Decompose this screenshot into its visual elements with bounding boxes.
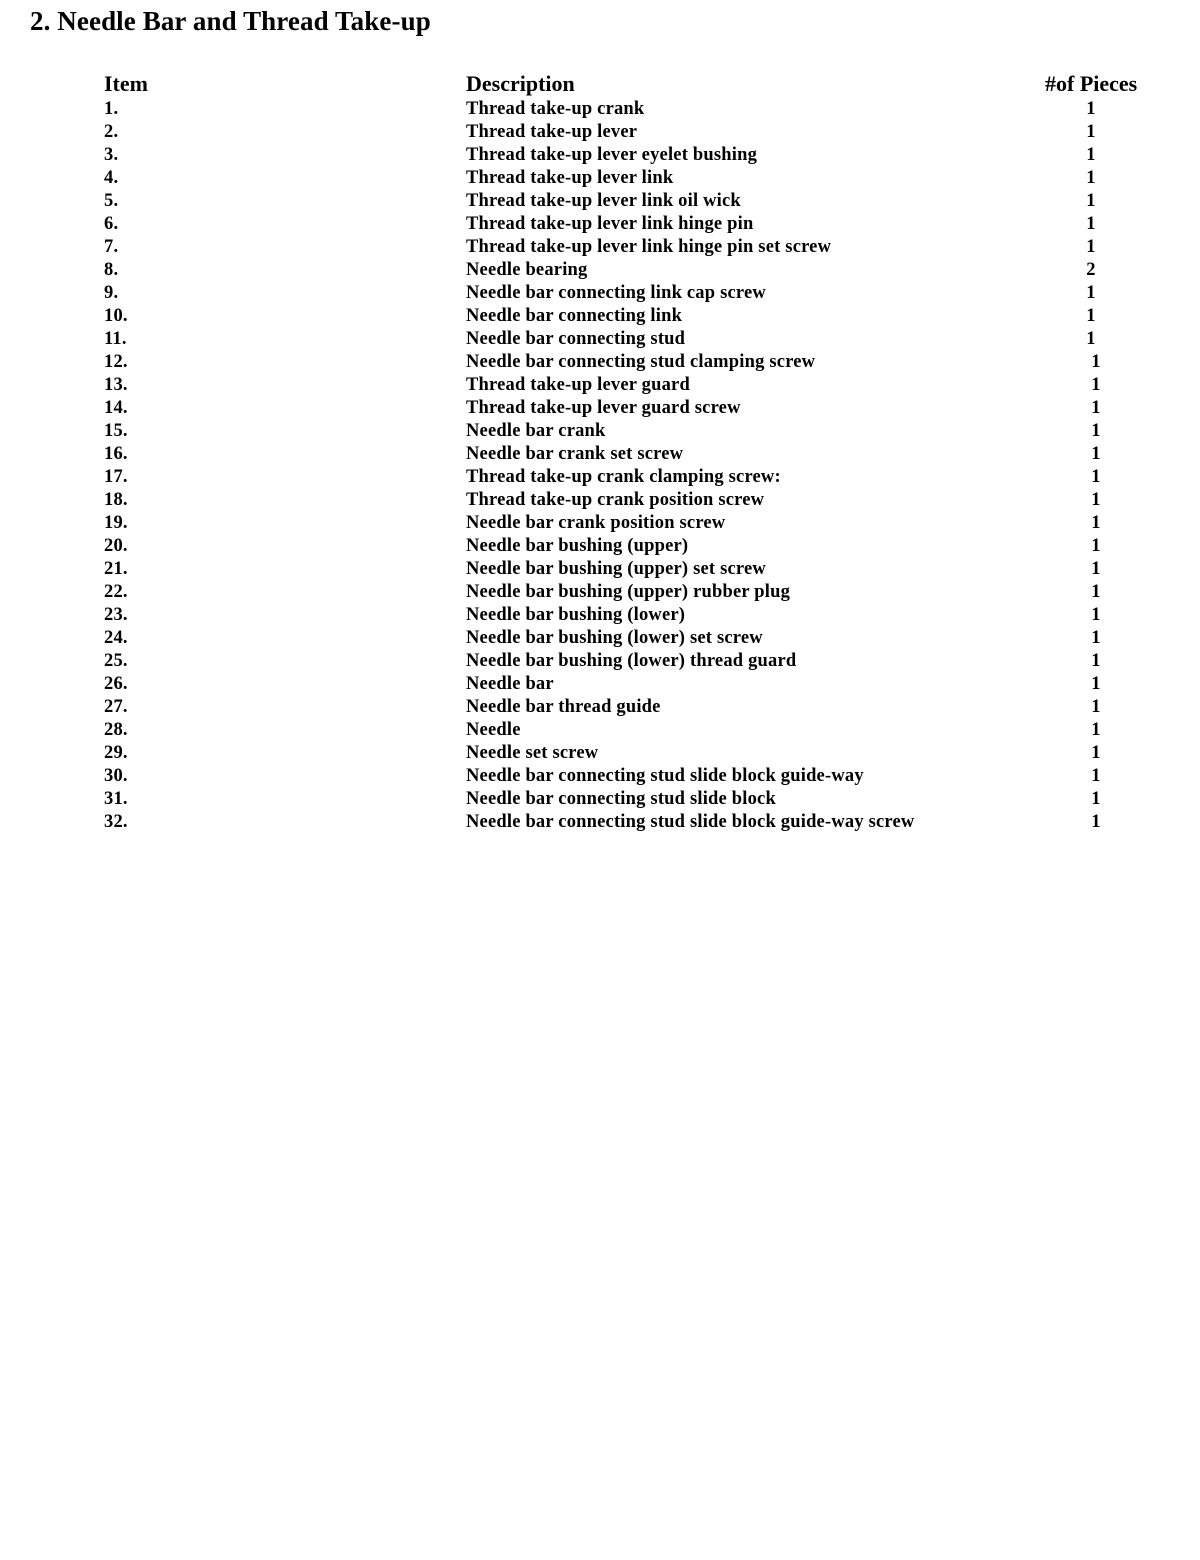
row-description: Thread take-up crank clamping screw: (466, 467, 781, 487)
row-item-number: 3. (104, 145, 119, 165)
row-description: Needle bar bushing (lower) thread guard (466, 651, 797, 671)
row-piece-count: 1 (1086, 122, 1096, 142)
row-item-number: 26. (104, 674, 128, 694)
table-row (0, 351, 1200, 374)
table-row (0, 305, 1200, 328)
row-item-number: 12. (104, 352, 128, 372)
row-piece-count: 1 (1086, 168, 1096, 188)
row-description: Thread take-up lever guard (466, 375, 690, 395)
row-piece-count: 1 (1091, 559, 1101, 579)
parts-table (0, 98, 1200, 834)
table-row (0, 627, 1200, 650)
table-row (0, 190, 1200, 213)
row-piece-count: 1 (1091, 789, 1101, 809)
table-row (0, 788, 1200, 811)
row-item-number: 8. (104, 260, 119, 280)
row-description: Needle bar connecting link cap screw (466, 283, 766, 303)
row-item-number: 1. (104, 99, 119, 119)
row-item-number: 29. (104, 743, 128, 763)
row-item-number: 25. (104, 651, 128, 671)
table-row (0, 167, 1200, 190)
row-description: Thread take-up lever link oil wick (466, 191, 741, 211)
row-piece-count: 2 (1086, 260, 1096, 280)
table-row (0, 765, 1200, 788)
row-description: Needle bar connecting stud clamping screw (466, 352, 816, 372)
row-item-number: 10. (104, 306, 128, 326)
row-piece-count: 1 (1091, 651, 1101, 671)
row-description: Thread take-up crank position screw (466, 490, 765, 510)
column-header-item: Item (104, 71, 148, 96)
row-piece-count: 1 (1091, 743, 1101, 763)
row-description: Needle bar bushing (lower) (466, 605, 686, 625)
table-row (0, 742, 1200, 765)
row-description: Thread take-up lever eyelet bushing (466, 145, 758, 165)
row-piece-count: 1 (1091, 720, 1101, 740)
row-piece-count: 1 (1086, 329, 1096, 349)
row-item-number: 11. (104, 329, 127, 349)
row-item-number: 22. (104, 582, 128, 602)
row-piece-count: 1 (1086, 237, 1096, 257)
table-row (0, 512, 1200, 535)
table-row (0, 535, 1200, 558)
row-item-number: 15. (104, 421, 128, 441)
row-description: Thread take-up lever guard screw (466, 398, 741, 418)
row-description: Needle bar connecting stud slide block guide-way screw (466, 812, 915, 832)
table-row (0, 121, 1200, 144)
row-description: Needle bar bushing (upper) set screw (466, 559, 766, 579)
table-row (0, 604, 1200, 627)
row-piece-count: 1 (1091, 421, 1101, 441)
table-row (0, 236, 1200, 259)
row-piece-count: 1 (1091, 352, 1101, 372)
table-row (0, 282, 1200, 305)
table-row (0, 443, 1200, 466)
row-piece-count: 1 (1086, 283, 1096, 303)
row-description: Thread take-up lever (466, 122, 638, 142)
row-piece-count: 1 (1091, 582, 1101, 602)
row-item-number: 32. (104, 812, 128, 832)
table-row (0, 144, 1200, 167)
table-row (0, 213, 1200, 236)
row-description: Needle bar crank position screw (466, 513, 726, 533)
row-description: Needle bar connecting stud slide block guide-way (466, 766, 864, 786)
row-description: Needle bearing (466, 260, 588, 280)
row-piece-count: 1 (1091, 605, 1101, 625)
table-row (0, 420, 1200, 443)
row-description: Needle set screw (466, 743, 599, 763)
page-title: 2. Needle Bar and Thread Take-up (30, 6, 431, 36)
table-row (0, 673, 1200, 696)
row-item-number: 4. (104, 168, 119, 188)
row-item-number: 14. (104, 398, 128, 418)
row-piece-count: 1 (1086, 306, 1096, 326)
table-row (0, 650, 1200, 673)
row-piece-count: 1 (1091, 812, 1101, 832)
row-item-number: 6. (104, 214, 119, 234)
row-item-number: 30. (104, 766, 128, 786)
table-row (0, 98, 1200, 121)
row-description: Needle bar bushing (upper) rubber plug (466, 582, 791, 602)
column-header-description: Description (466, 71, 575, 96)
row-description: Needle bar thread guide (466, 697, 661, 717)
table-row (0, 696, 1200, 719)
row-piece-count: 1 (1091, 536, 1101, 556)
row-description: Needle bar connecting stud (466, 329, 686, 349)
row-description: Needle (466, 720, 521, 740)
row-piece-count: 1 (1086, 191, 1096, 211)
row-item-number: 7. (104, 237, 119, 257)
row-item-number: 2. (104, 122, 119, 142)
row-piece-count: 1 (1091, 444, 1101, 464)
row-description: Needle bar bushing (lower) set screw (466, 628, 763, 648)
table-row (0, 397, 1200, 420)
row-description: Needle bar connecting link (466, 306, 683, 326)
row-description: Needle bar crank (466, 421, 606, 441)
row-item-number: 16. (104, 444, 128, 464)
table-row (0, 489, 1200, 512)
row-piece-count: 1 (1086, 99, 1096, 119)
table-row (0, 719, 1200, 742)
row-item-number: 13. (104, 375, 128, 395)
table-row (0, 581, 1200, 604)
row-piece-count: 1 (1091, 398, 1101, 418)
row-item-number: 18. (104, 490, 128, 510)
table-header (0, 71, 1200, 97)
row-piece-count: 1 (1091, 467, 1101, 487)
row-description: Thread take-up lever link hinge pin set screw (466, 237, 832, 257)
row-item-number: 31. (104, 789, 128, 809)
table-row (0, 811, 1200, 834)
row-item-number: 20. (104, 536, 128, 556)
row-piece-count: 1 (1091, 490, 1101, 510)
row-piece-count: 1 (1091, 697, 1101, 717)
row-item-number: 24. (104, 628, 128, 648)
column-header-pieces: #of Pieces (1045, 71, 1138, 96)
row-item-number: 5. (104, 191, 119, 211)
row-item-number: 21. (104, 559, 128, 579)
row-description: Needle bar connecting stud slide block (466, 789, 776, 809)
row-description: Thread take-up crank (466, 99, 645, 119)
row-description: Needle bar crank set screw (466, 444, 684, 464)
row-description: Thread take-up lever link hinge pin (466, 214, 754, 234)
row-description: Thread take-up lever link (466, 168, 674, 188)
row-description: Needle bar bushing (upper) (466, 536, 689, 556)
table-row (0, 259, 1200, 282)
row-piece-count: 1 (1091, 766, 1101, 786)
row-piece-count: 1 (1086, 145, 1096, 165)
table-row (0, 558, 1200, 581)
table-row (0, 374, 1200, 397)
row-item-number: 17. (104, 467, 128, 487)
row-item-number: 9. (104, 283, 119, 303)
row-piece-count: 1 (1091, 674, 1101, 694)
row-item-number: 27. (104, 697, 128, 717)
table-row (0, 328, 1200, 351)
row-item-number: 19. (104, 513, 128, 533)
row-piece-count: 1 (1091, 513, 1101, 533)
row-piece-count: 1 (1091, 628, 1101, 648)
table-row (0, 466, 1200, 489)
row-piece-count: 1 (1091, 375, 1101, 395)
row-description: Needle bar (466, 674, 554, 694)
row-piece-count: 1 (1086, 214, 1096, 234)
row-item-number: 23. (104, 605, 128, 625)
row-item-number: 28. (104, 720, 128, 740)
